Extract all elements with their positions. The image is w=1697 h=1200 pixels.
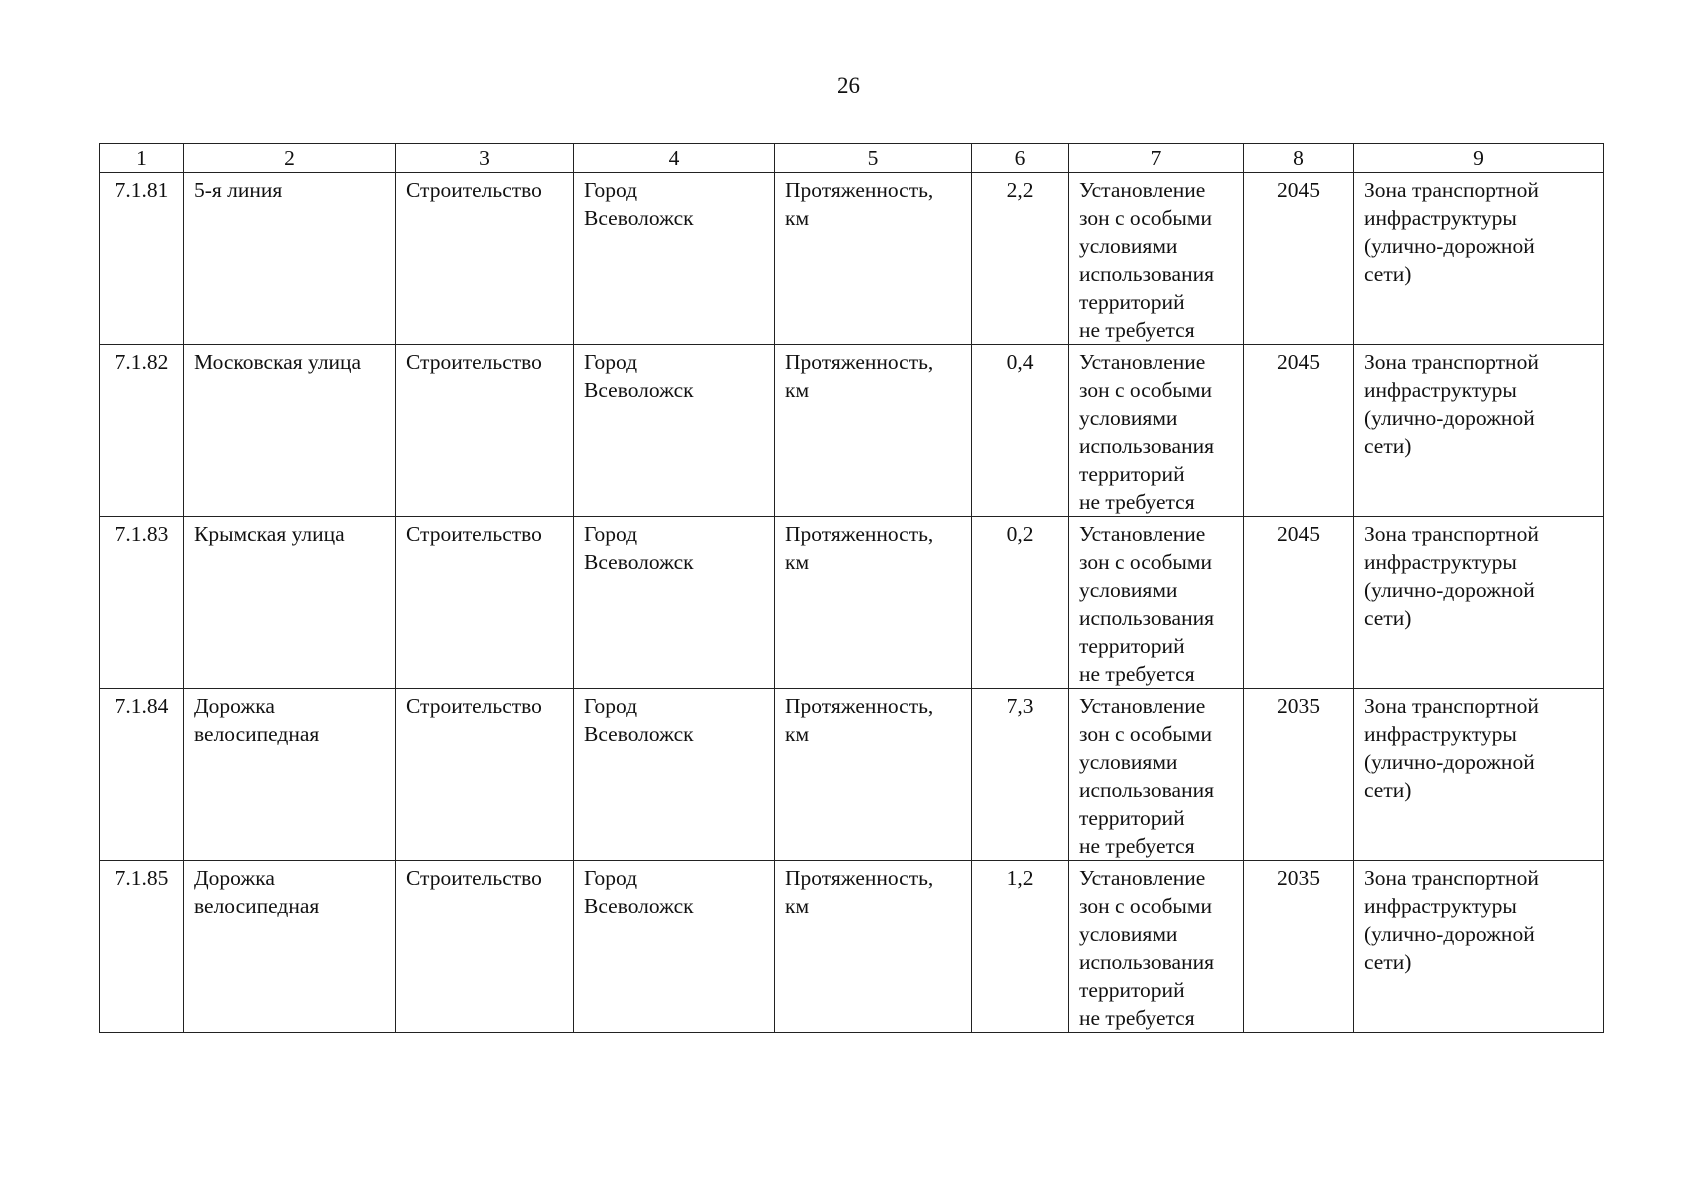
- cell-location-line: Город: [584, 866, 638, 890]
- cell-zones-line: Установление: [1079, 694, 1206, 718]
- cell-number: 7.1.82: [100, 345, 184, 517]
- cell-parameter-line: км: [785, 894, 810, 918]
- cell-parameter: [775, 345, 972, 517]
- cell-functional-zone: [1354, 517, 1604, 689]
- cell-functional-zone-line: сети): [1364, 950, 1412, 974]
- cell-zones-line: зон с особыми: [1079, 378, 1212, 402]
- cell-location-line: Всеволожск: [584, 894, 694, 918]
- cell-location-line: Всеволожск: [584, 722, 694, 746]
- cell-location-line: Всеволожск: [584, 550, 694, 574]
- cell-parameter-line: Протяженность,: [785, 694, 934, 718]
- cell-functional-zone: [1354, 689, 1604, 861]
- cell-functional-zone-line: инфраструктуры: [1364, 206, 1517, 230]
- page-number: 26: [837, 73, 860, 98]
- cell-year: 2035: [1244, 861, 1354, 1033]
- cell-zones-line: не требуется: [1079, 1006, 1195, 1030]
- column-header: 7: [1069, 144, 1244, 173]
- cell-parameter-line: Протяженность,: [785, 866, 934, 890]
- cell-functional-zone-line: Зона транспортной: [1364, 350, 1539, 374]
- cell-parameter: [775, 517, 972, 689]
- cell-activity-type: Строительство: [396, 173, 574, 345]
- column-header: 8: [1244, 144, 1354, 173]
- cell-activity-type: Строительство: [396, 689, 574, 861]
- cell-number: 7.1.83: [100, 517, 184, 689]
- column-header: 2: [184, 144, 396, 173]
- column-header: 3: [396, 144, 574, 173]
- column-header: 9: [1354, 144, 1604, 173]
- cell-zones-line: территорий: [1079, 462, 1185, 486]
- cell-zones-line: территорий: [1079, 806, 1185, 830]
- cell-parameter: [775, 861, 972, 1033]
- cell-parameter-line: Протяженность,: [785, 522, 934, 546]
- header-row: [100, 144, 1604, 173]
- cell-zones-line: условиями: [1079, 578, 1178, 602]
- cell-value: 1,2: [972, 861, 1069, 1033]
- cell-zones-line: территорий: [1079, 290, 1185, 314]
- cell-location-line: Всеволожск: [584, 206, 694, 230]
- cell-zones: [1069, 861, 1244, 1033]
- table-row: [100, 689, 1604, 861]
- cell-value: 2,2: [972, 173, 1069, 345]
- cell-functional-zone-line: Зона транспортной: [1364, 866, 1539, 890]
- cell-year: 2045: [1244, 173, 1354, 345]
- cell-functional-zone-line: сети): [1364, 262, 1412, 286]
- table-row: [100, 345, 1604, 517]
- cell-zones-line: Установление: [1079, 350, 1206, 374]
- cell-functional-zone-line: сети): [1364, 606, 1412, 630]
- cell-location: [574, 861, 775, 1033]
- cell-year: 2045: [1244, 517, 1354, 689]
- cell-zones-line: не требуется: [1079, 662, 1195, 686]
- cell-number: 7.1.81: [100, 173, 184, 345]
- cell-functional-zone-line: Зона транспортной: [1364, 694, 1539, 718]
- cell-functional-zone: [1354, 173, 1604, 345]
- cell-year: 2035: [1244, 689, 1354, 861]
- cell-zones-line: Установление: [1079, 522, 1206, 546]
- cell-parameter: [775, 173, 972, 345]
- cell-year: 2045: [1244, 345, 1354, 517]
- cell-number: 7.1.85: [100, 861, 184, 1033]
- table-row: [100, 173, 1604, 345]
- cell-functional-zone-line: инфраструктуры: [1364, 378, 1517, 402]
- cell-location-line: Город: [584, 350, 638, 374]
- cell-zones-line: условиями: [1079, 750, 1178, 774]
- cell-functional-zone-line: сети): [1364, 778, 1412, 802]
- cell-zones: [1069, 173, 1244, 345]
- cell-parameter-line: км: [785, 550, 810, 574]
- cell-zones-line: территорий: [1079, 978, 1185, 1002]
- column-header: 1: [100, 144, 184, 173]
- cell-zones: [1069, 517, 1244, 689]
- cell-parameter-line: Протяженность,: [785, 350, 934, 374]
- cell-parameter-line: км: [785, 722, 810, 746]
- cell-zones-line: зон с особыми: [1079, 206, 1212, 230]
- cell-object-name: Московская улица: [184, 345, 396, 517]
- column-header: 4: [574, 144, 775, 173]
- cell-functional-zone-line: сети): [1364, 434, 1412, 458]
- column-header: 6: [972, 144, 1069, 173]
- cell-parameter-line: км: [785, 206, 810, 230]
- cell-functional-zone-line: (улично-дорожной: [1364, 234, 1535, 258]
- cell-location: [574, 173, 775, 345]
- cell-zones-line: Установление: [1079, 866, 1206, 890]
- cell-functional-zone-line: Зона транспортной: [1364, 522, 1539, 546]
- cell-functional-zone-line: (улично-дорожной: [1364, 406, 1535, 430]
- cell-functional-zone-line: инфраструктуры: [1364, 550, 1517, 574]
- cell-functional-zone-line: (улично-дорожной: [1364, 922, 1535, 946]
- cell-zones-line: использования: [1079, 778, 1214, 802]
- cell-value: 7,3: [972, 689, 1069, 861]
- cell-zones-line: условиями: [1079, 406, 1178, 430]
- cell-zones-line: использования: [1079, 262, 1214, 286]
- cell-parameter-line: Протяженность,: [785, 178, 934, 202]
- table-body: [100, 173, 1604, 1033]
- cell-location-line: Город: [584, 694, 638, 718]
- cell-functional-zone-line: инфраструктуры: [1364, 722, 1517, 746]
- data-table: [99, 143, 1604, 1033]
- cell-parameter: [775, 689, 972, 861]
- cell-functional-zone-line: (улично-дорожной: [1364, 578, 1535, 602]
- cell-functional-zone-line: инфраструктуры: [1364, 894, 1517, 918]
- cell-functional-zone-line: Зона транспортной: [1364, 178, 1539, 202]
- cell-zones-line: зон с особыми: [1079, 550, 1212, 574]
- cell-functional-zone: [1354, 861, 1604, 1033]
- cell-number: 7.1.84: [100, 689, 184, 861]
- cell-activity-type: Строительство: [396, 861, 574, 1033]
- cell-zones-line: не требуется: [1079, 834, 1195, 858]
- cell-value: 0,4: [972, 345, 1069, 517]
- cell-zones-line: использования: [1079, 434, 1214, 458]
- cell-zones-line: условиями: [1079, 234, 1178, 258]
- cell-location: [574, 345, 775, 517]
- cell-zones: [1069, 689, 1244, 861]
- cell-zones-line: использования: [1079, 606, 1214, 630]
- cell-activity-type: Строительство: [396, 345, 574, 517]
- cell-location-line: Город: [584, 522, 638, 546]
- cell-object-name: Крымская улица: [184, 517, 396, 689]
- cell-functional-zone: [1354, 345, 1604, 517]
- cell-zones-line: условиями: [1079, 922, 1178, 946]
- table-row: [100, 861, 1604, 1033]
- table-row: [100, 517, 1604, 689]
- cell-zones-line: зон с особыми: [1079, 894, 1212, 918]
- cell-activity-type: Строительство: [396, 517, 574, 689]
- cell-zones-line: использования: [1079, 950, 1214, 974]
- cell-object-name: Дорожка велосипедная: [184, 689, 396, 861]
- cell-value: 0,2: [972, 517, 1069, 689]
- cell-zones-line: не требуется: [1079, 490, 1195, 514]
- cell-functional-zone-line: (улично-дорожной: [1364, 750, 1535, 774]
- cell-zones-line: не требуется: [1079, 318, 1195, 342]
- cell-zones-line: Установление: [1079, 178, 1206, 202]
- cell-parameter-line: км: [785, 378, 810, 402]
- column-header: 5: [775, 144, 972, 173]
- cell-location: [574, 689, 775, 861]
- cell-location-line: Город: [584, 178, 638, 202]
- cell-location: [574, 517, 775, 689]
- cell-zones-line: зон с особыми: [1079, 722, 1212, 746]
- cell-zones: [1069, 345, 1244, 517]
- cell-object-name: 5-я линия: [184, 173, 396, 345]
- cell-object-name: Дорожка велосипедная: [184, 861, 396, 1033]
- cell-location-line: Всеволожск: [584, 378, 694, 402]
- cell-zones-line: территорий: [1079, 634, 1185, 658]
